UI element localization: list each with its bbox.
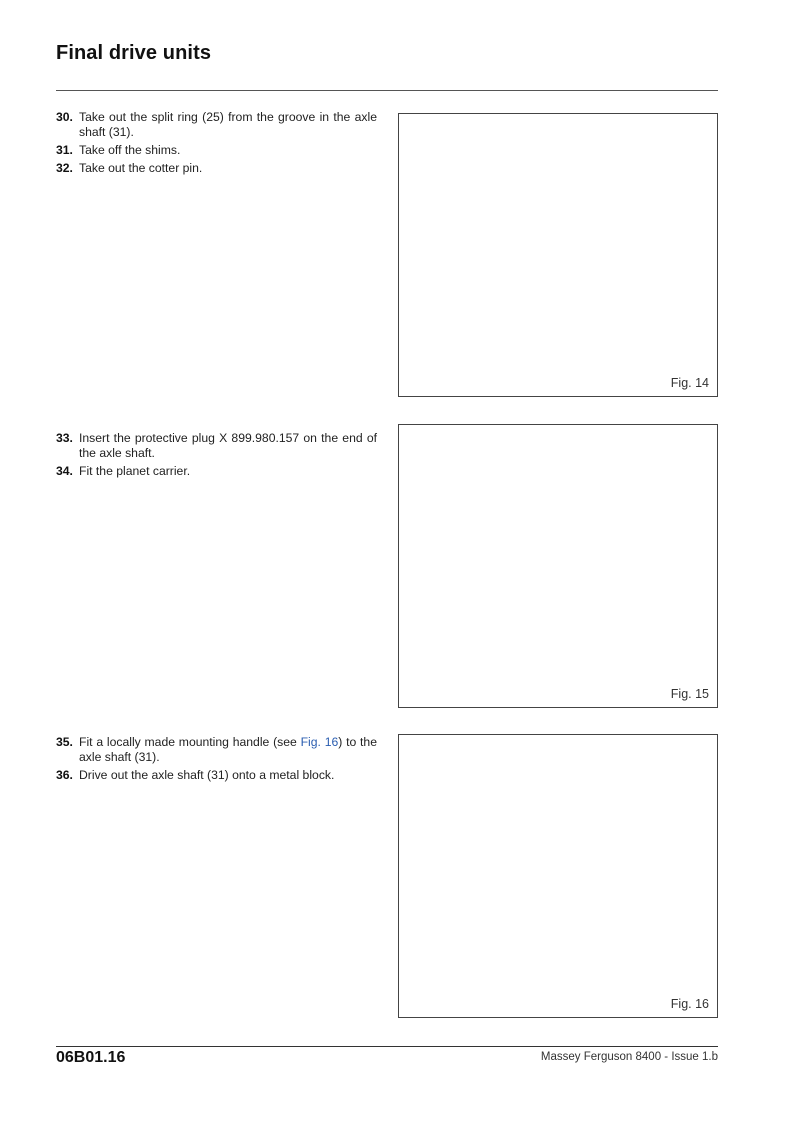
step-list — [56, 735, 377, 786]
step-number: 33. — [56, 431, 73, 445]
figure-caption: Fig. 14 — [670, 376, 709, 390]
figure-box — [398, 734, 718, 1018]
figure-caption: Fig. 15 — [670, 687, 709, 701]
footer-page-code: 06B01.16 — [56, 1049, 126, 1066]
header-divider — [56, 90, 718, 91]
page-title: Final drive units — [56, 42, 212, 64]
step-number: 31. — [56, 143, 73, 157]
step-text: Take out the split ring (25) from the groove in the axle shaft (31). — [79, 110, 377, 139]
procedure-section-1 — [56, 110, 718, 397]
figure-caption: Fig. 16 — [670, 997, 709, 1011]
footer-issue: Massey Ferguson 8400 - Issue 1.b — [540, 1051, 718, 1063]
step-text-after-link: ) to the axle shaft (31). — [79, 735, 377, 764]
step-item — [56, 735, 377, 765]
step-item — [56, 110, 377, 140]
figure-link[interactable]: Fig. 16 — [300, 735, 339, 749]
footer-divider — [56, 1046, 718, 1047]
step-number: 34. — [56, 464, 73, 478]
step-text: Fit the planet carrier. — [79, 464, 191, 478]
step-number: 32. — [56, 161, 73, 175]
procedure-section-2 — [56, 431, 718, 709]
step-item — [56, 143, 377, 158]
step-text: Insert the protective plug X 899.980.157 on the end of the axle shaft. — [79, 431, 377, 460]
step-item — [56, 431, 377, 461]
step-text-before-link: Fit a locally made mounting handle (see — [79, 735, 301, 749]
step-text: Drive out the axle shaft (31) onto a metal block. — [79, 768, 335, 782]
step-number: 30. — [56, 110, 73, 124]
step-list — [56, 431, 377, 482]
step-number: 36. — [56, 768, 73, 782]
step-text: Take out the cotter pin. — [79, 161, 203, 175]
procedure-section-3 — [56, 735, 718, 1020]
figure-box — [398, 113, 718, 397]
step-number: 35. — [56, 735, 73, 749]
step-item — [56, 161, 377, 176]
figure-box — [398, 424, 718, 708]
step-item — [56, 464, 377, 479]
step-list — [56, 110, 377, 179]
step-item — [56, 768, 377, 783]
step-text: Take off the shims. — [79, 143, 181, 157]
